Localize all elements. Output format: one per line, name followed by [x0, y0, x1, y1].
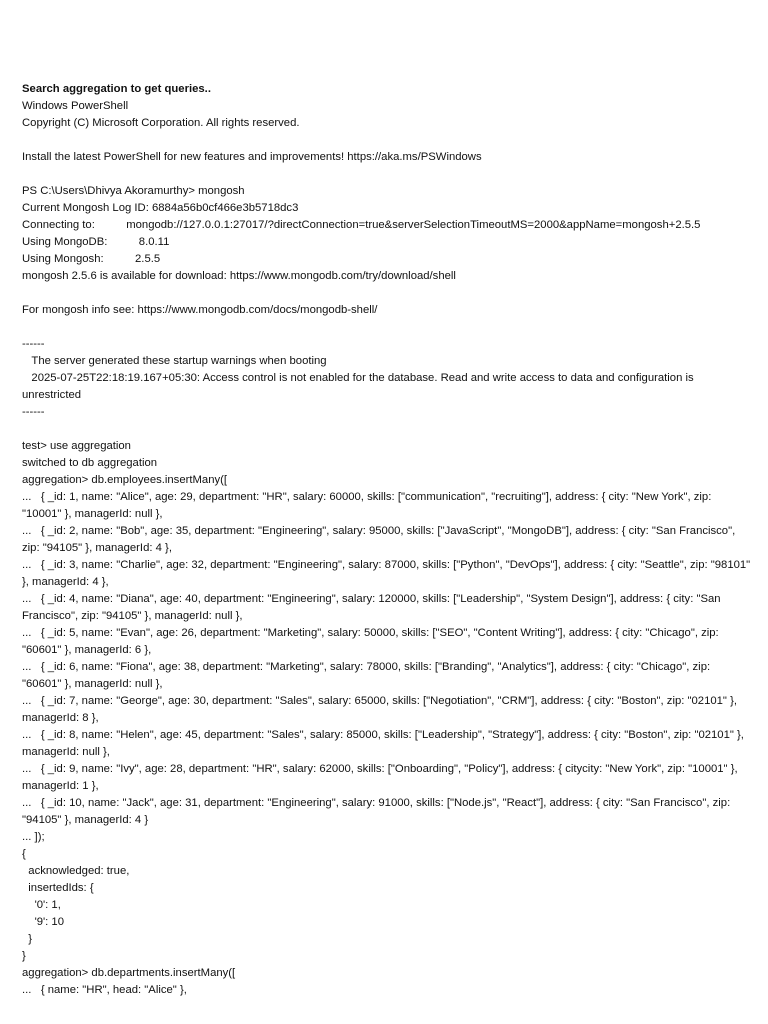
console-transcript — [22, 98, 752, 999]
transcript-line: aggregation> db.employees.insertMany([ — [22, 474, 228, 486]
transcript-line: The server generated these startup warnings when booting — [22, 355, 327, 367]
transcript-line: { — [22, 848, 26, 860]
transcript-line: PS C:\Users\Dhivya Akoramurthy> mongosh — [22, 185, 245, 197]
transcript-line: ... { _id: 1, name: "Alice", age: 29, department: "HR", salary: 60000, skills: ["communication", "recruiting"], address: { city: "New York", zip: "10001" }, managerId: null }, — [22, 491, 715, 520]
transcript-line: ... { _id: 4, name: "Diana", age: 40, department: "Engineering", salary: 120000, skills: ["Leadership", "System Design"], address: { city: "San Francisco", zip: "94105" }, managerId: null }, — [22, 593, 724, 622]
transcript-line: } — [22, 950, 26, 962]
transcript-line: '9': 10 — [22, 916, 65, 928]
transcript-line: ... { _id: 7, name: "George", age: 30, department: "Sales", salary: 65000, skills: ["Negotiation", "CRM"], address: { city: "Boston", zip: "02101" }, managerId: 8 }, — [22, 695, 741, 724]
transcript-line: Using Mongosh: 2.5.5 — [22, 253, 161, 265]
transcript-line: acknowledged: true, — [22, 865, 130, 877]
transcript-line: ... { name: "HR", head: "Alice" }, — [22, 984, 187, 996]
blank-line — [22, 285, 752, 302]
transcript-line: ------ — [22, 338, 45, 350]
document-heading: Search aggregation to get queries.. — [22, 83, 211, 95]
transcript-line: ... { _id: 6, name: "Fiona", age: 38, department: "Marketing", salary: 78000, skills: ["Branding", "Analytics"], address: { city: "Chicago", zip: "60601" }, managerId: null }, — [22, 661, 714, 690]
transcript-line: ------ — [22, 406, 45, 418]
transcript-line: aggregation> db.departments.insertMany([ — [22, 967, 236, 979]
blank-line — [22, 319, 752, 336]
transcript-line: } — [22, 933, 33, 945]
transcript-line: insertedIds: { — [22, 882, 94, 894]
transcript-line: For mongosh info see: https://www.mongodb.com/docs/mongodb-shell/ — [22, 304, 378, 316]
transcript-line: ... { _id: 8, name: "Helen", age: 45, department: "Sales", salary: 85000, skills: ["Leadership", "Strategy"], address: { city: "Boston", zip: "02101" }, managerId: null }, — [22, 729, 748, 758]
transcript-line: ... { _id: 3, name: "Charlie", age: 32, department: "Engineering", salary: 87000, skills: ["Python", "DevOps"], address: { city: "Seattle", zip: "98101" }, managerId: 4 }, — [22, 559, 754, 588]
document-page — [22, 81, 752, 999]
transcript-line: switched to db aggregation — [22, 457, 158, 469]
transcript-line: Copyright (C) Microsoft Corporation. All rights reserved. — [22, 117, 300, 129]
transcript-line: Install the latest PowerShell for new features and improvements! https://aka.ms/PSWindows — [22, 151, 482, 163]
transcript-line: ... { _id: 5, name: "Evan", age: 26, department: "Marketing", salary: 50000, skills: ["SEO", "Content Writing"], address: { city: "Chicago", zip: "60601" }, managerId: 6 }, — [22, 627, 722, 656]
blank-line — [22, 132, 752, 149]
transcript-line: ... { _id: 2, name: "Bob", age: 35, department: "Engineering", salary: 95000, skills: ["JavaScript", "MongoDB"], address: { city: "San Francisco", zip: "94105" }, managerId: 4 }, — [22, 525, 739, 554]
transcript-line: test> use aggregation — [22, 440, 131, 452]
transcript-line: mongosh 2.5.6 is available for download: https://www.mongodb.com/try/download/shell — [22, 270, 456, 282]
blank-line — [22, 421, 752, 438]
transcript-line: Current Mongosh Log ID: 6884a56b0cf466e3b5718dc3 — [22, 202, 299, 214]
transcript-line: '0': 1, — [22, 899, 61, 911]
blank-line — [22, 166, 752, 183]
transcript-line: Using MongoDB: 8.0.11 — [22, 236, 170, 248]
transcript-line: ... { _id: 9, name: "Ivy", age: 28, department: "HR", salary: 62000, skills: ["Onboarding", "Policy"], address: { citycity: "New York", zip: "10001" }, managerId: 1 }, — [22, 763, 741, 792]
transcript-line: ... { _id: 10, name: "Jack", age: 31, department: "Engineering", salary: 91000, skills: ["Node.js", "React"], address: { city: "San Francisco", zip: "94105" }, managerId: 4 } — [22, 797, 734, 826]
transcript-line: 2025-07-25T22:18:19.167+05:30: Access control is not enabled for the database. Read and write access to data and configuration is unrestricted — [22, 372, 697, 401]
transcript-line: ... ]); — [22, 831, 45, 843]
transcript-line: Windows PowerShell — [22, 100, 129, 112]
transcript-line: Connecting to: mongodb://127.0.0.1:27017/?directConnection=true&serverSelectionTimeoutMS=2000&appName=mongosh+2.5.5 — [22, 219, 701, 231]
